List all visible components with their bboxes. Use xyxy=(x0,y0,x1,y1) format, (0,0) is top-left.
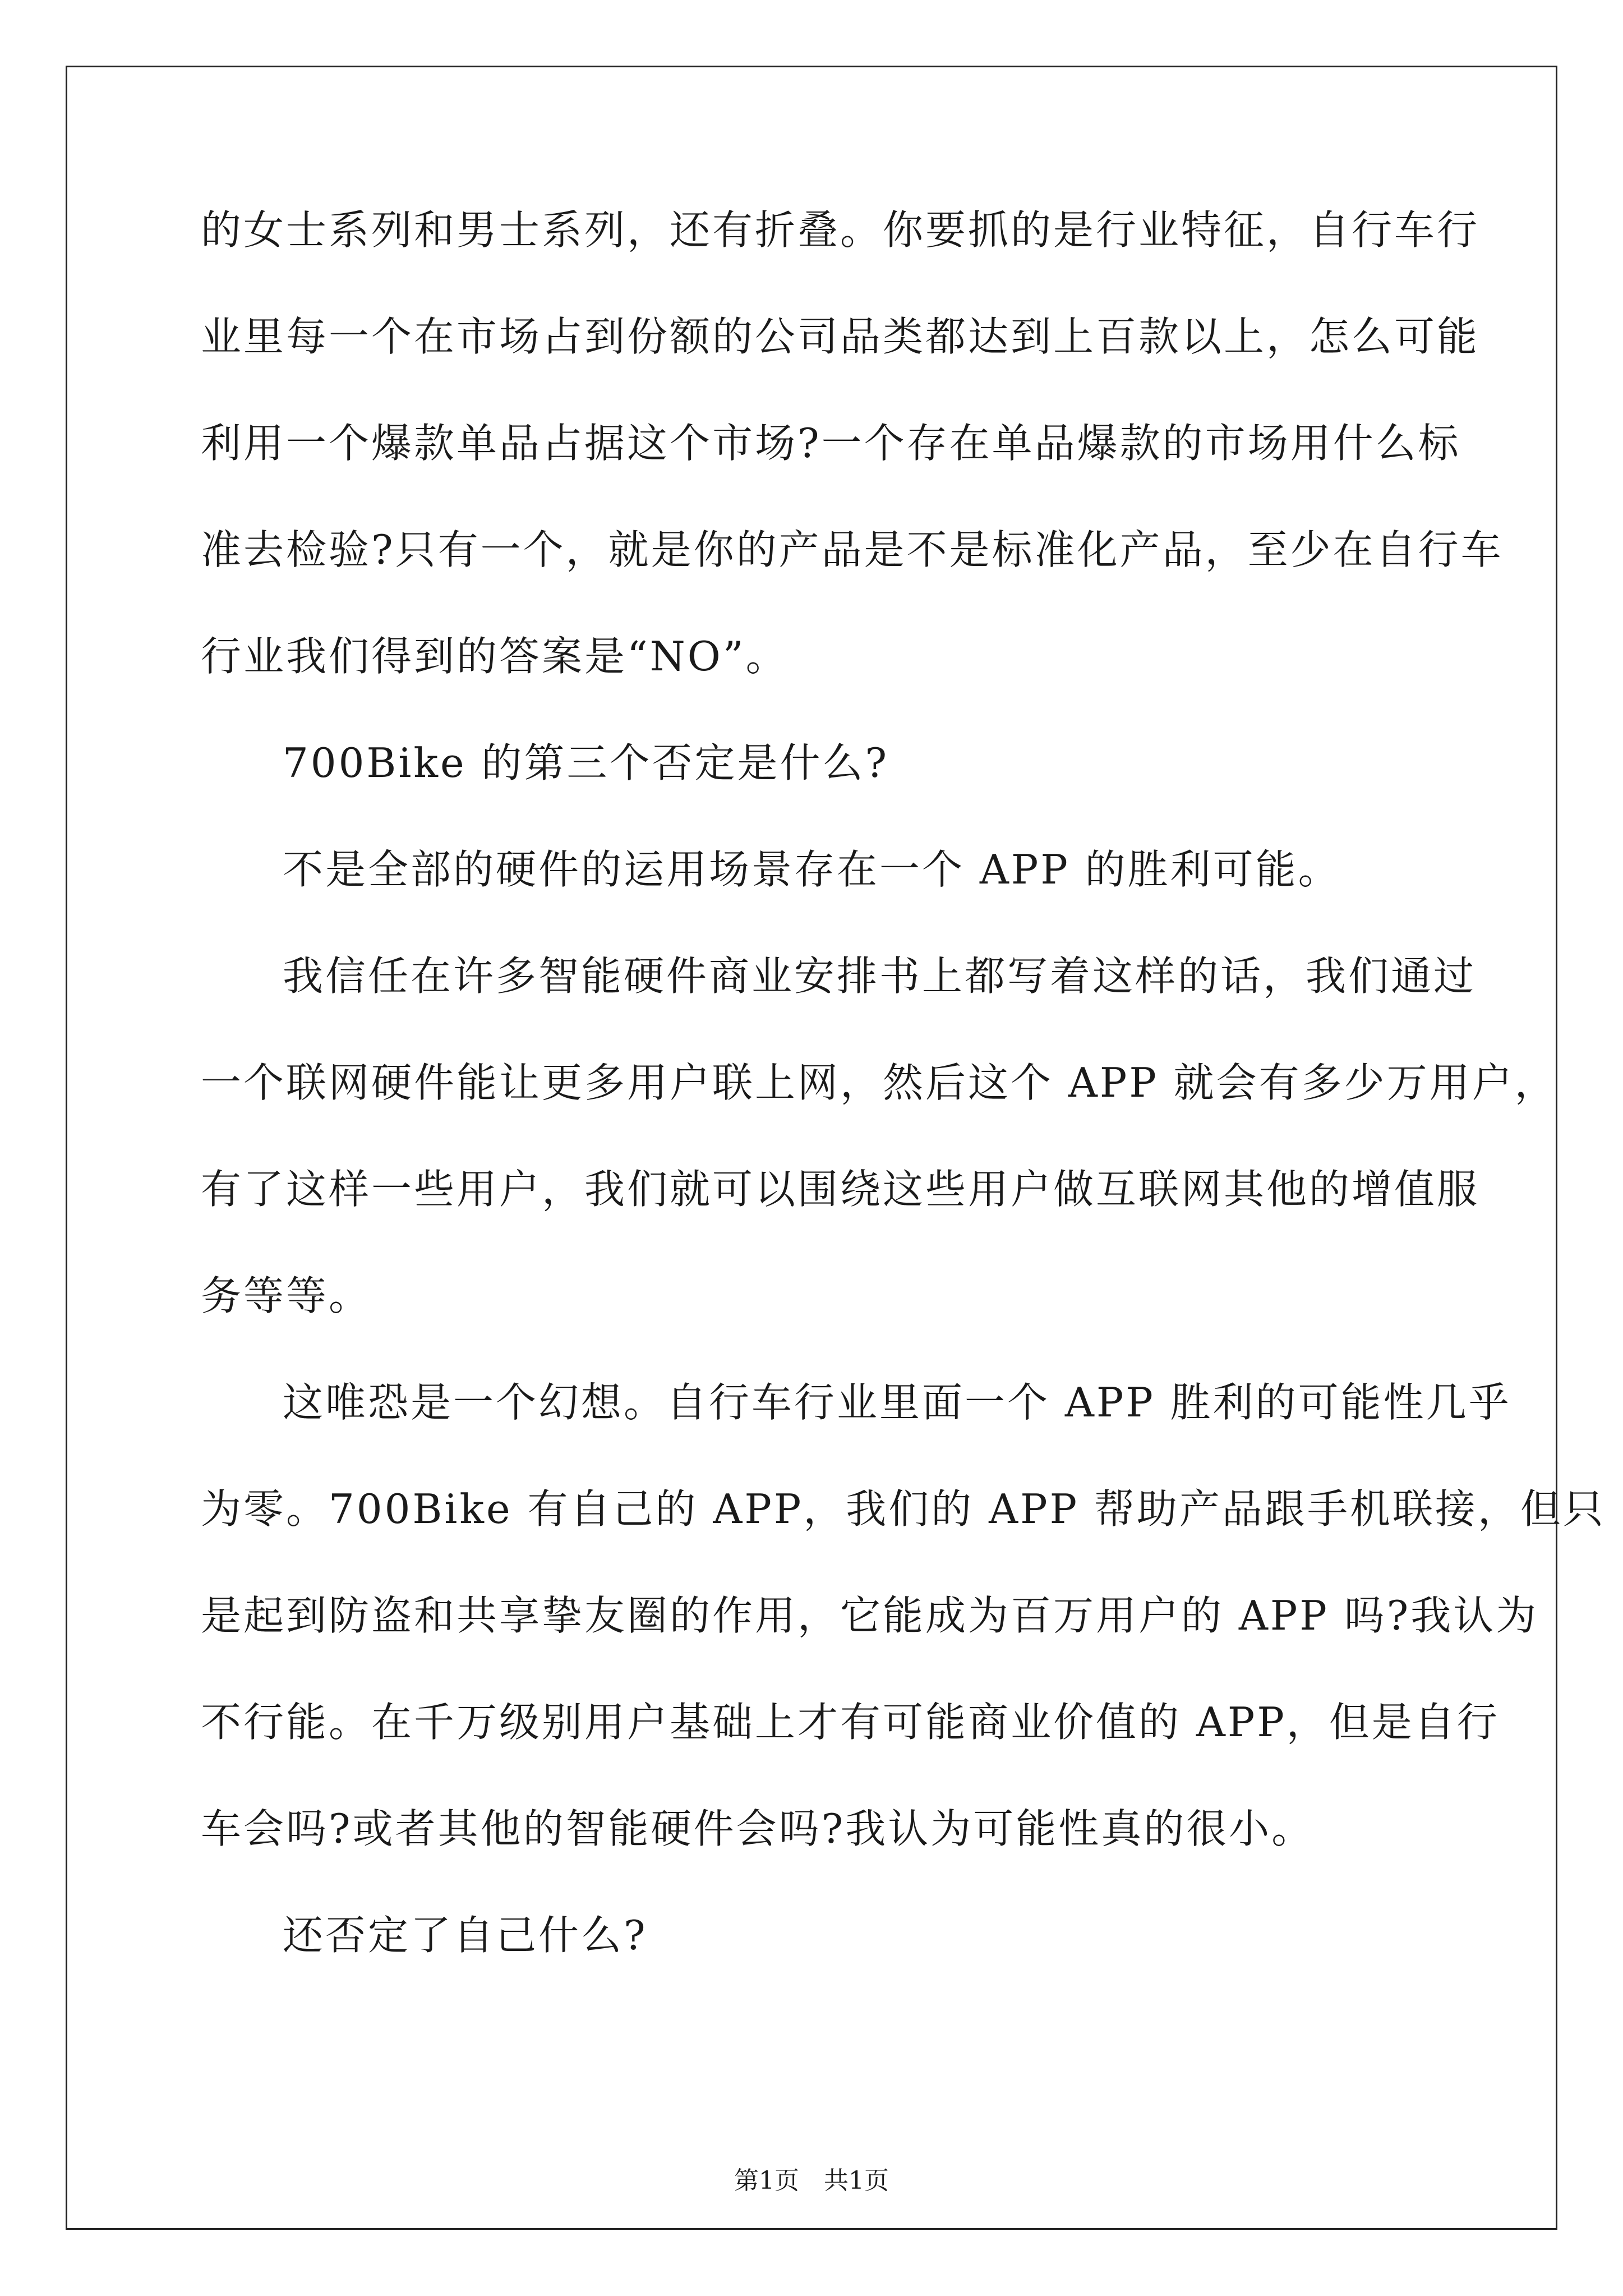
paragraph-line: 一个联网硬件能让更多用户联上网，然后这个 APP 就会有多少万用户， xyxy=(201,1059,1557,1106)
page-border xyxy=(66,66,1557,2230)
paragraph-line: 是起到防盗和共享挚友圈的作用，它能成为百万用户的 APP 吗?我认为 xyxy=(201,1592,1539,1639)
paragraph-line: 不行能。在千万级别用户基础上才有可能商业价值的 APP，但是自行 xyxy=(201,1699,1500,1746)
paragraph-line: 的女士系列和男士系列，还有折叠。你要抓的是行业特征，自行车行 xyxy=(201,206,1480,254)
paragraph-line: 我信任在许多智能硬件商业安排书上都写着这样的话，我们通过 xyxy=(283,953,1477,1000)
paragraph-line: 700Bike 的第三个否定是什么? xyxy=(283,739,889,786)
paragraph-line: 务等等。 xyxy=(201,1272,372,1319)
page-footer: 第1页 共1页 xyxy=(734,2166,889,2195)
paragraph-line: 准去检验?只有一个，就是你的产品是不是标准化产品，至少在自行车 xyxy=(201,526,1504,573)
paragraph-line: 还否定了自己什么? xyxy=(283,1912,648,1959)
paragraph-line: 车会吗?或者其他的智能硬件会吗?我认为可能性真的很小。 xyxy=(201,1805,1315,1852)
paragraph-line: 不是全部的硬件的运用场景存在一个 APP 的胜利可能。 xyxy=(283,846,1341,893)
paragraph-line: 有了这样一些用户，我们就可以围绕这些用户做互联网其他的增值服 xyxy=(201,1166,1480,1213)
paragraph-line: 这唯恐是一个幻想。自行车行业里面一个 APP 胜利的可能性几乎 xyxy=(283,1379,1511,1426)
paragraph-line: 行业我们得到的答案是“NO”。 xyxy=(201,633,789,680)
paragraph-line: 业里每一个在市场占到份额的公司品类都达到上百款以上，怎么可能 xyxy=(201,313,1480,360)
paragraph-line: 为零。700Bike 有自己的 APP，我们的 APP 帮助产品跟手机联接，但只 xyxy=(201,1485,1606,1533)
paragraph-line: 利用一个爆款单品占据这个市场?一个存在单品爆款的市场用什么标 xyxy=(201,420,1461,467)
